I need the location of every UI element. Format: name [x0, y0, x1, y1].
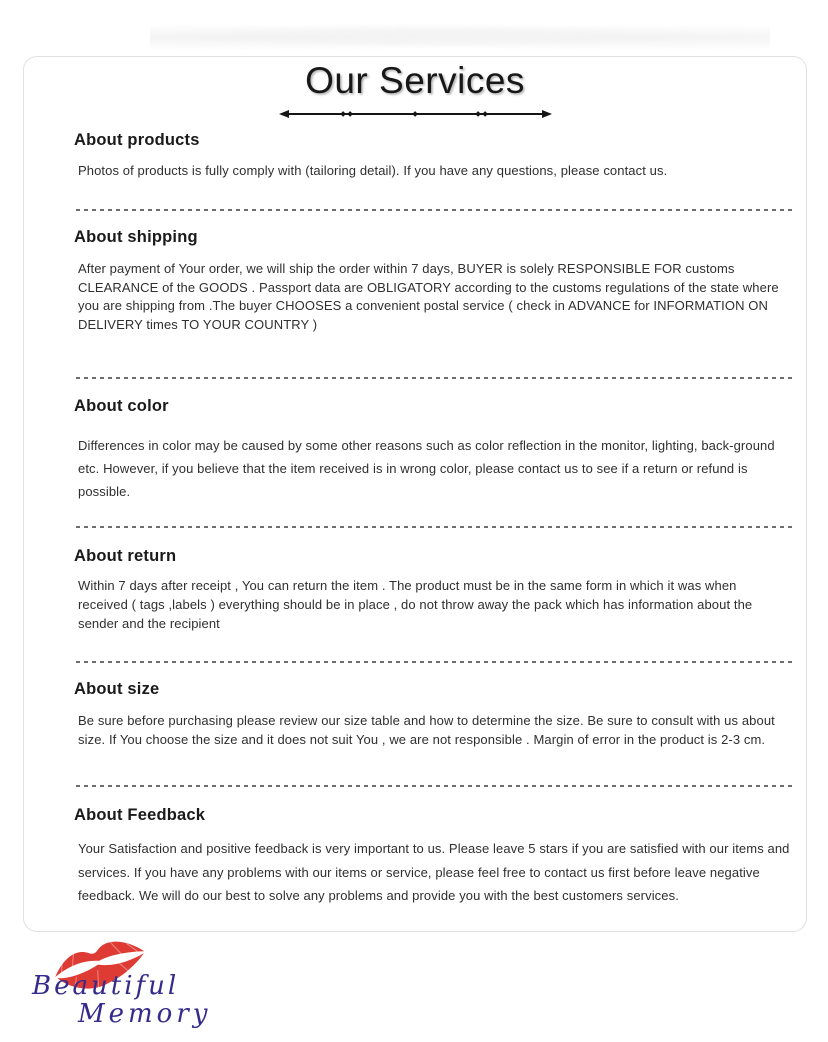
page-title: Our Services	[305, 60, 525, 101]
divider-arrow-left-icon	[279, 110, 289, 118]
section-divider	[76, 377, 794, 379]
section-divider	[76, 661, 794, 663]
section-about-size	[24, 677, 806, 787]
section-heading: About return	[74, 547, 177, 565]
section-body: After payment of Your order, we will ship the order within 7 days, BUYER is solely RESPONSIBLE FOR customs CLEARANCE of the GOODS . Passport data are OBLIGATORY according to the customs regulations of the state where you are shipping from .The buyer CHOOSES a convenient postal service ( check in ADVANCE for INFORMATION ON DELIVERY times TO YOUR COUNTRY )	[78, 261, 779, 332]
logo-text-line2: Memory	[78, 999, 212, 1029]
section-heading: About products	[74, 131, 200, 149]
divider-diamond-icon	[347, 111, 353, 117]
section-about-products	[24, 128, 806, 211]
section-about-shipping	[24, 225, 806, 379]
logo-text-line1: Beautiful	[32, 971, 180, 1001]
section-about-feedback	[24, 803, 806, 908]
section-body: Photos of products is fully comply with (tailoring detail). If you have any questions, please contact us.	[78, 163, 668, 178]
section-body: Within 7 days after receipt , You can return the item . The product must be in the same form in which it was when received ( tags ,labels ) everything should be in place , do not throw away the pack which has information about the sender and the recipient	[78, 578, 753, 631]
divider-arrow-right-icon	[542, 110, 552, 118]
divider-diamond-icon	[475, 111, 481, 117]
section-heading: About color	[74, 397, 169, 415]
section-heading: About shipping	[74, 228, 198, 246]
services-card	[23, 56, 807, 932]
store-logo	[20, 933, 240, 1038]
divider-diamond-icon	[340, 111, 346, 117]
section-body: Your Satisfaction and positive feedback is very important to us. Please leave 5 stars if you are satisfied with our items and services. If you have any problems with our items or service, please feel free to contact us first before leave negative feedback. We will do our best to solve any problems and provide you with the best customers services.	[78, 841, 790, 903]
title-divider	[279, 108, 552, 121]
divider-diamond-icon	[412, 111, 418, 117]
section-divider	[76, 526, 794, 528]
section-body: Be sure before purchasing please review our size table and how to determine the size. Be sure to consult with us about size. If You choose the size and it does not suit You , we are not responsible . Margin of error in the product is 2-3 cm.	[78, 713, 775, 747]
section-body: Differences in color may be caused by some other reasons such as color reflection in the monitor, lighting, back-ground etc. However, if you believe that the item received is in wrong color, please contact us to see if a return or refund is possible.	[78, 438, 775, 499]
section-about-return	[24, 544, 806, 663]
watermark-ghost	[150, 22, 770, 50]
section-divider	[76, 209, 794, 211]
section-divider	[76, 785, 794, 787]
divider-diamond-icon	[482, 111, 488, 117]
section-about-color	[24, 394, 806, 528]
section-heading: About size	[74, 680, 160, 698]
section-heading: About Feedback	[74, 806, 206, 824]
